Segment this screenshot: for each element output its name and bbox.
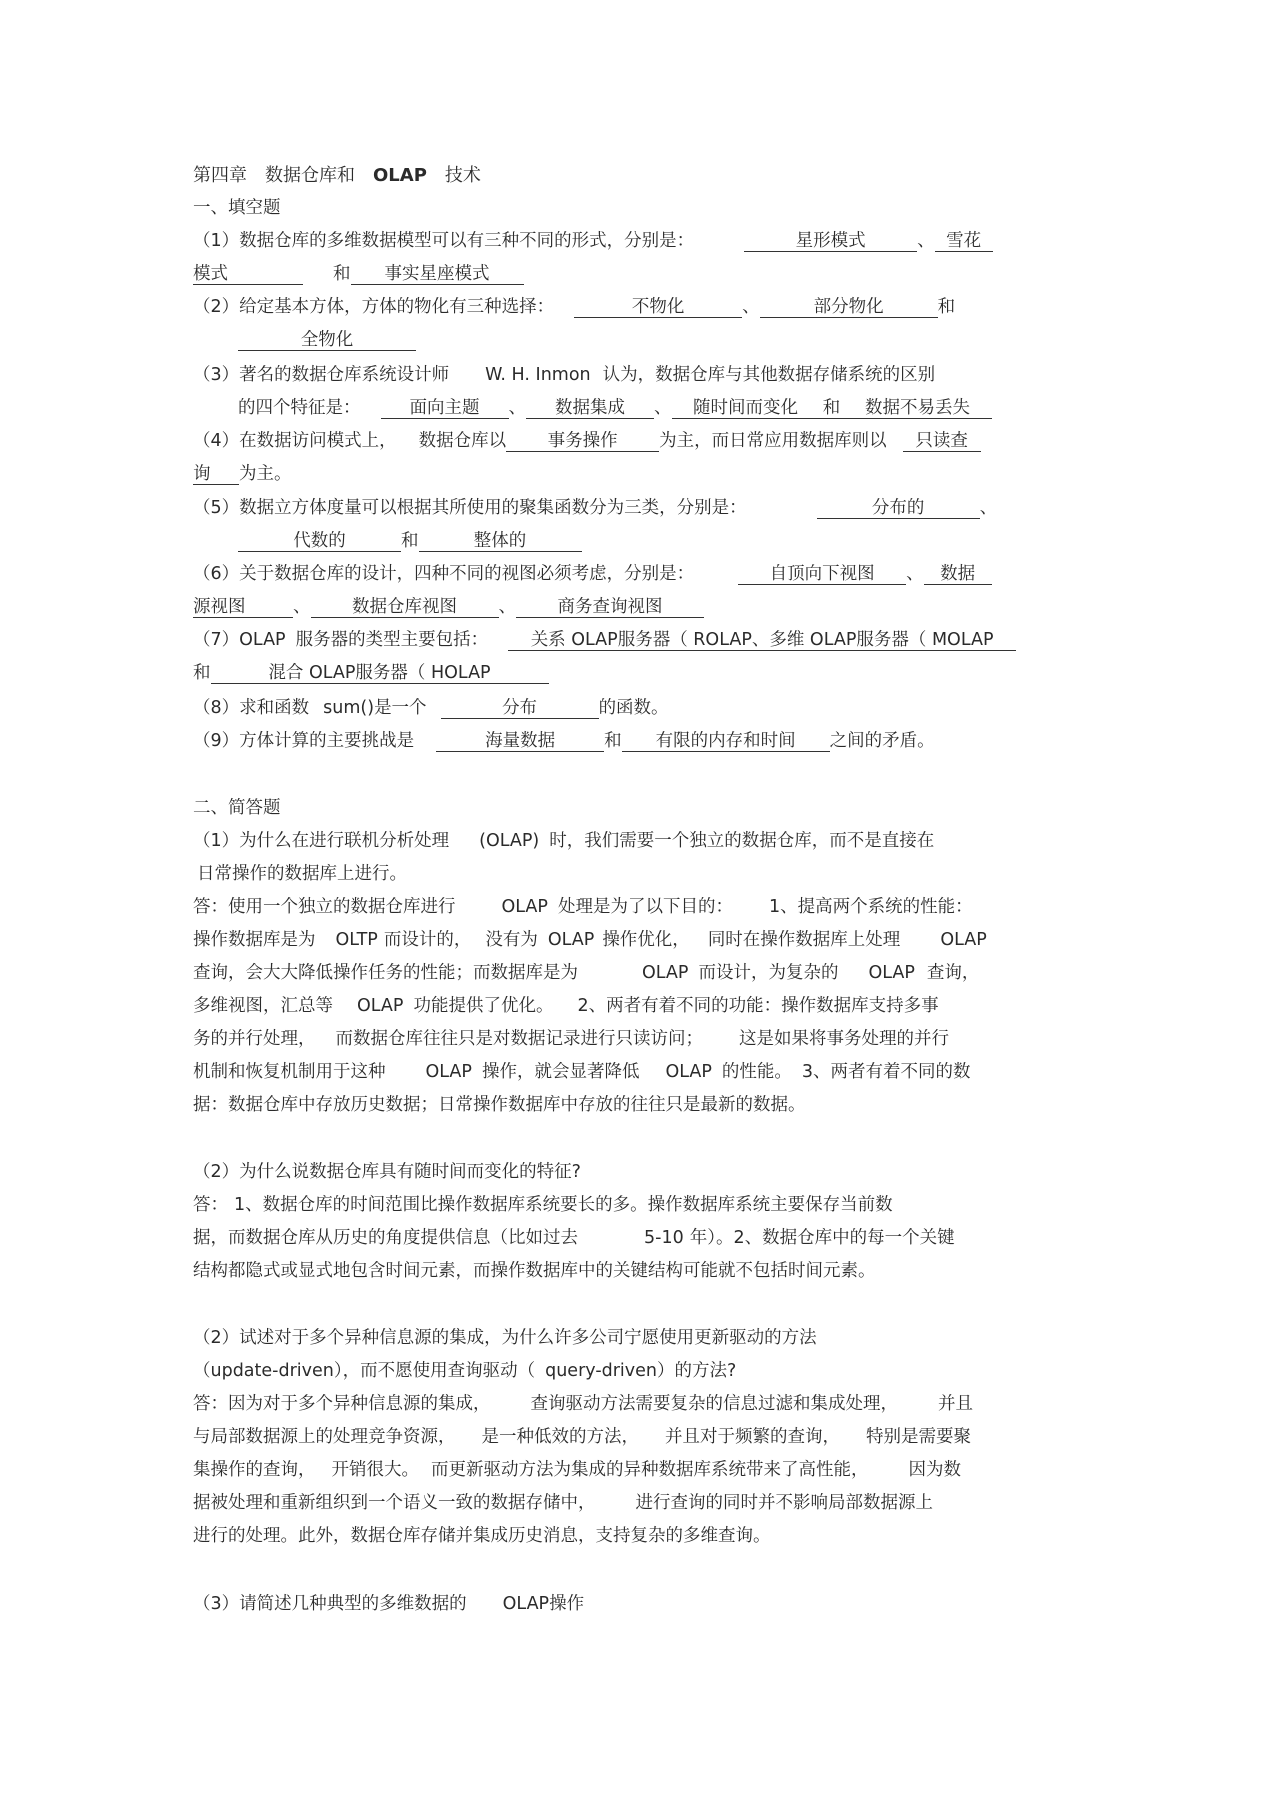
answer-blank: 不物化 [574, 297, 742, 318]
answer-text: 处理是为了以下目的： [557, 897, 733, 917]
answer-blank: 关系 OLAP服务器（ ROLAP、多维 OLAP服务器（ MOLAP [508, 630, 1016, 651]
separator: 、 [498, 597, 516, 617]
sa-question-1 [193, 829, 1093, 853]
question-text: 为主，而日常应用数据库则以 [659, 431, 887, 451]
question-7-cont [193, 661, 1093, 685]
answer-text: 机制和恢复机制用于这种 [193, 1062, 386, 1082]
term-olap: OLAP [642, 963, 689, 983]
question-3 [193, 363, 1093, 387]
person-name: W. H. Inmon [485, 365, 591, 385]
answer-text: 答： [193, 1195, 228, 1215]
answer-text: 操作优化， [602, 930, 690, 950]
question-text: 的四个特征是： [238, 398, 361, 418]
conjunction: 和 [401, 531, 419, 551]
question-text: 数据立方体度量可以根据其所使用的聚集函数分为三类，分别是： [239, 498, 747, 518]
question-text: 数据仓库的多维数据模型可以有三种不同的形式，分别是： [239, 231, 695, 251]
conjunction: 和 [333, 264, 351, 284]
question-number: （7） [193, 630, 240, 650]
answer-text: 而设计的， [383, 930, 472, 950]
answer-blank: 代数的 [238, 531, 401, 552]
answer-blank: 数据仓库视图 [311, 597, 499, 618]
question-text: （3）请简述几种典型的多维数据的 [193, 1594, 467, 1614]
answer-text: 是一种低效的方法， [481, 1427, 639, 1447]
answer-blank: 部分物化 [760, 297, 938, 318]
question-number: （3） [193, 365, 240, 385]
sa-question-3: （2）试述对于多个异种信息源的集成，为什么许多公司宁愿使用更新驱动的方法 [193, 1328, 817, 1348]
question-text: 的函数。 [598, 698, 669, 718]
separator: 、 [979, 498, 998, 518]
answer-text: 而数据仓库往往只是对数据记录进行只读访问； [335, 1029, 703, 1049]
answer-text: 年）。2、数据仓库中的每一个关键 [689, 1228, 955, 1248]
question-text: 时，我们需要一个独立的数据仓库，而不是直接在 [549, 831, 935, 851]
question-4-cont [193, 462, 1093, 486]
question-text: 操作 [549, 1594, 585, 1614]
question-number: （5） [193, 498, 240, 518]
sa-answer-1-line [193, 895, 1093, 919]
answer-text: 进行查询的同时并不影响局部数据源上 [635, 1493, 933, 1513]
title-part: 数据仓库和 [265, 165, 355, 186]
question-number: （8） [193, 698, 240, 718]
term-olap: OLAP [502, 1594, 550, 1614]
answer-text: 没有为 [485, 930, 538, 950]
answer-blank: 数据不易丢失 [844, 398, 992, 419]
question-text: 在数据访问模式上， [239, 431, 397, 451]
answer-blank: 事务操作 [506, 431, 659, 452]
sa-question-2: （2）为什么说数据仓库具有随时间而变化的特征? [193, 1162, 581, 1182]
answer-text: 2、两者有着不同的功能：操作数据库支持多事 [577, 996, 939, 1016]
question-5 [193, 496, 1093, 520]
question-number: （1） [193, 231, 240, 251]
question-text: 之间的矛盾。 [829, 731, 935, 751]
answer-blank: 模式 [193, 264, 303, 285]
answer-text: 因为数 [908, 1460, 961, 1480]
answer-text: 集操作的查询， [193, 1460, 316, 1480]
chapter-number: 第四章 [193, 165, 247, 186]
question-text: （update-driven），而不愿使用查询驱动（ [193, 1361, 536, 1381]
answer-blank: 有限的内存和时间 [622, 731, 830, 752]
question-text: 求和函数 [239, 698, 310, 718]
term-olap: OLAP [665, 1062, 712, 1082]
conjunction: 和 [937, 297, 956, 317]
question-number: （9） [193, 731, 240, 751]
answer-blank: 分布 [441, 698, 599, 719]
question-number: （2） [193, 297, 240, 317]
page-title [193, 164, 1093, 188]
answer-blank: 只读查 [903, 431, 981, 452]
question-text: 服务器的类型主要包括： [295, 630, 489, 650]
answer-text: 务的并行处理， [193, 1029, 316, 1049]
title-part: 技术 [444, 165, 481, 186]
year-range: 5-10 [644, 1228, 684, 1248]
sa-question-1-cont: 日常操作的数据库上进行。 [197, 864, 407, 884]
term-olap: OLAP [868, 963, 915, 983]
separator: 、 [742, 297, 760, 317]
question-text: （1）为什么在进行联机分析处理 [193, 831, 450, 851]
title-olap: OLAP [373, 165, 427, 186]
separator: 、 [917, 231, 935, 251]
sa-answer-1-line [193, 1060, 1093, 1084]
answer-text: 功能提供了优化。 [413, 996, 554, 1016]
term-oltp: OLTP [335, 930, 378, 950]
answer-text: 并且对于频繁的查询， [665, 1427, 840, 1447]
sa-question-3-cont [193, 1359, 1093, 1383]
question-3-cont [238, 396, 1138, 420]
question-text: 为主。 [239, 464, 292, 484]
sa-answer-1-line [193, 928, 1093, 952]
answer-text: 多维视图，汇总等 [193, 996, 333, 1016]
answer-text: 答：使用一个独立的数据仓库进行 [193, 897, 456, 917]
question-4 [193, 429, 1093, 453]
sa-answer-3-line [193, 1458, 1093, 1482]
question-text: 给定基本方体，方体的物化有三种选择： [239, 297, 555, 317]
answer-text: 查询， [926, 963, 980, 983]
sa-answer-3-line [193, 1425, 1093, 1449]
separator: 、 [508, 398, 526, 418]
answer-blank: 数据 [924, 564, 992, 585]
question-6-cont [193, 595, 1093, 619]
sa-question-4 [193, 1592, 1093, 1616]
answer-blank: 整体的 [419, 531, 582, 552]
answer-text: 1、提高两个系统的性能： [768, 897, 973, 917]
answer-blank: 询 [193, 464, 239, 485]
answer-text: 查询驱动方法需要复杂的信息过滤和集成处理， [530, 1394, 898, 1414]
answer-text: 3、两者有着不同的数 [801, 1062, 971, 1082]
answer-text: 这是如果将事务处理的并行 [739, 1029, 949, 1049]
separator: 、 [906, 564, 924, 584]
answer-blank: 星形模式 [744, 231, 917, 252]
term-olap: OLAP [425, 1062, 472, 1082]
question-7 [193, 628, 1093, 652]
term-query-driven: query-driven [545, 1361, 658, 1381]
answer-blank: 数据集成 [526, 398, 654, 419]
answer-text: 操作数据库是为 [193, 930, 316, 950]
sa-answer-1-line [193, 1027, 1093, 1051]
answer-text: 操作，就会显著降低 [481, 1062, 640, 1082]
question-1 [193, 229, 1093, 253]
question-text: 认为，数据仓库与其他数据存储系统的区别 [602, 365, 936, 385]
question-number: （6） [193, 564, 240, 584]
answer-blank: 事实星座模式 [351, 264, 524, 285]
term-olap: OLAP [547, 930, 595, 950]
question-9 [193, 729, 1093, 753]
answer-text: 与局部数据源上的处理竞争资源， [193, 1427, 456, 1447]
answer-text: 而更新驱动方法为集成的异种数据库系统带来了高性能， [431, 1460, 869, 1480]
term-olap: OLAP [501, 897, 548, 917]
sa-answer-2-line: 结构都隐式或显式地包含时间元素，而操作数据库中的关键结构可能就不包括时间元素。 [193, 1261, 876, 1281]
answer-text: 特别是需要聚 [866, 1427, 971, 1447]
answer-blank: 混合 OLAP服务器（ HOLAP [211, 663, 549, 684]
question-2-cont [238, 328, 1138, 352]
sa-answer-1-line [193, 994, 1093, 1018]
question-5-cont [238, 529, 1138, 553]
question-number: （4） [193, 431, 240, 451]
question-2 [193, 295, 1093, 319]
answer-blank: 商务查询视图 [516, 597, 704, 618]
answer-text: 答：因为对于多个异种信息源的集成， [193, 1394, 491, 1414]
question-text: 关于数据仓库的设计，四种不同的视图必须考虑，分别是： [239, 564, 695, 584]
answer-blank: 海量数据 [436, 731, 604, 752]
answer-text: 的性能。 [721, 1062, 792, 1082]
term-olap: (OLAP) [479, 831, 540, 851]
answer-text: 并且 [938, 1394, 973, 1414]
sa-answer-3-line: 进行的处理。此外，数据仓库存储并集成历史消息，支持复杂的多维查询。 [193, 1526, 771, 1546]
answer-text: 据被处理和重新组织到一个语义一致的数据存储中， [193, 1493, 596, 1513]
sa-answer-2-line [193, 1226, 1093, 1250]
question-8 [193, 696, 1093, 720]
conjunction: 和 [820, 398, 844, 419]
answer-blank: 分布的 [817, 498, 980, 519]
separator: 、 [293, 597, 311, 617]
answer-text: 1、数据仓库的时间范围比操作数据库系统要长的多。操作数据库系统主要保存当前数 [234, 1195, 893, 1215]
function-name: sum() [323, 698, 375, 718]
conjunction: 和 [193, 663, 211, 683]
separator: 、 [654, 398, 672, 418]
answer-blank: 全物化 [238, 330, 416, 351]
answer-blank: 源视图 [193, 597, 293, 618]
sa-answer-3-line [193, 1491, 1093, 1515]
sa-answer-3-line [193, 1392, 1093, 1416]
sa-answer-1-line [193, 961, 1093, 985]
question-text: 著名的数据仓库系统设计师 [239, 365, 450, 385]
section-heading-short-answer: 二、简答题 [193, 798, 281, 818]
answer-text: 而设计，为复杂的 [698, 963, 839, 983]
question-text: ）的方法? [657, 1361, 737, 1381]
conjunction: 和 [604, 731, 622, 751]
sa-answer-2-line [193, 1193, 1093, 1217]
answer-text: 据，而数据仓库从历史的角度提供信息（比如过去 [193, 1228, 578, 1248]
question-text: 是一个 [374, 698, 427, 718]
term-olap: OLAP [239, 630, 286, 650]
term-olap: OLAP [940, 930, 987, 950]
answer-text: 开销很大。 [331, 1460, 419, 1480]
answer-text: 同时在操作数据库上处理 [707, 930, 901, 950]
question-6 [193, 562, 1093, 586]
answer-blank: 自顶向下视图 [738, 564, 906, 585]
section-heading-fill-in: 一、填空题 [193, 198, 281, 218]
answer-text: 查询，会大大降低操作任务的性能；而数据库是为 [193, 963, 578, 983]
question-text: 方体计算的主要挑战是 [239, 731, 415, 751]
sa-answer-1-line: 据：数据仓库中存放历史数据；日常操作数据库中存放的往往只是最新的数据。 [193, 1095, 806, 1115]
question-text: 数据仓库以 [418, 431, 507, 451]
answer-blank: 随时间而变化 [672, 398, 820, 419]
answer-blank: 雪花 [935, 231, 993, 252]
answer-blank: 面向主题 [381, 398, 509, 419]
question-1-cont [193, 262, 1093, 286]
term-olap: OLAP [357, 996, 404, 1016]
